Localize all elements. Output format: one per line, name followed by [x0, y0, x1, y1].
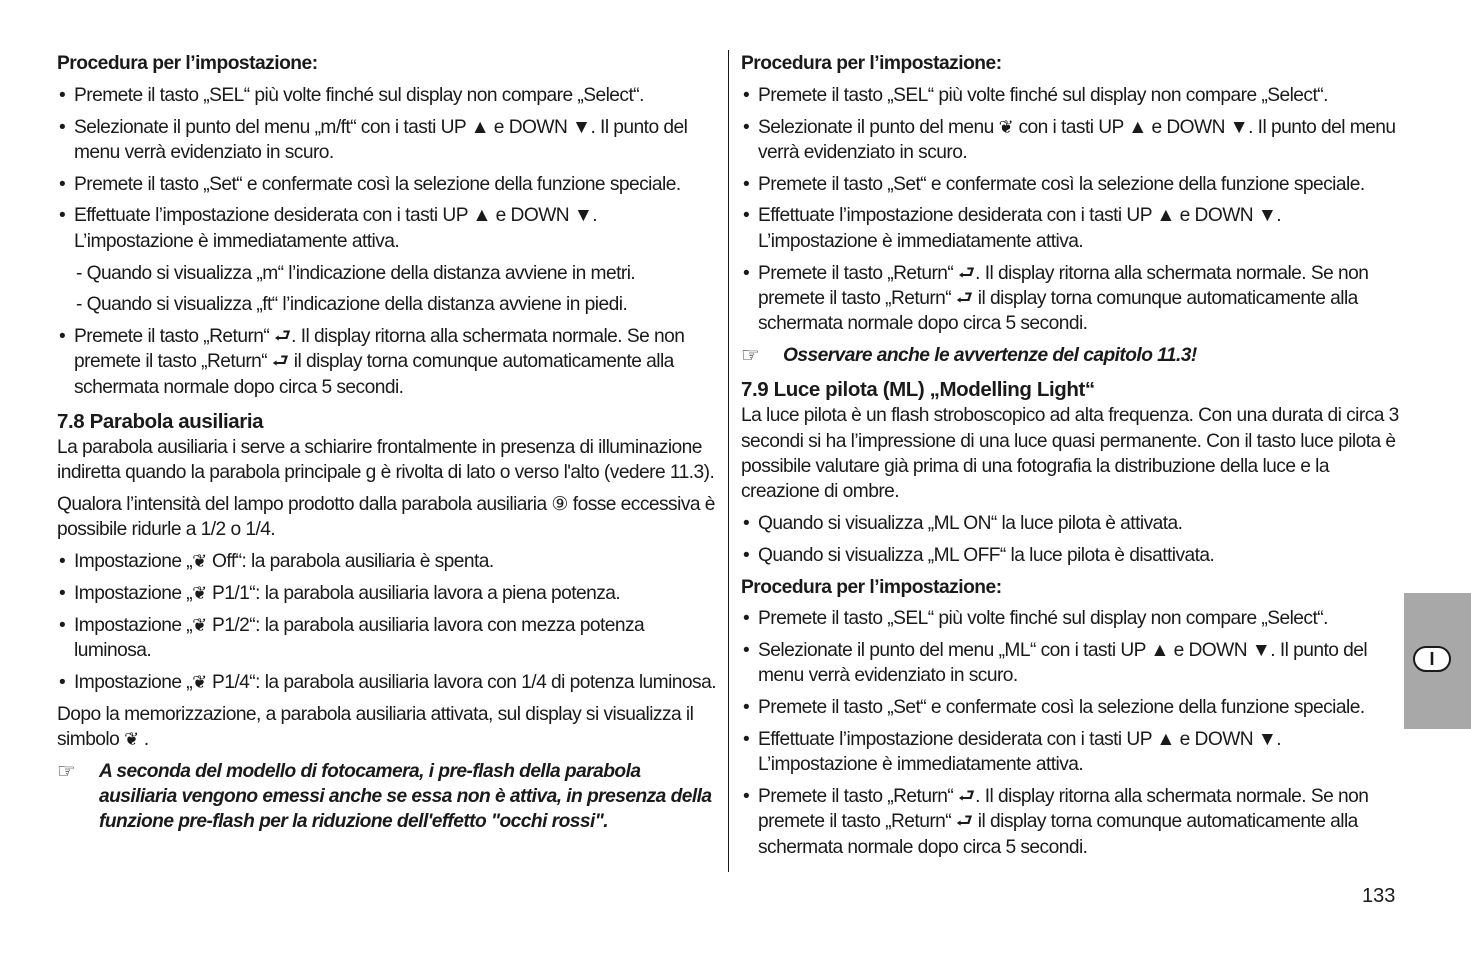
list-item: • Premete il tasto „Set“ e confermate così la selezione della funzione speciale. — [57, 172, 719, 197]
return-icon: ⮐ — [958, 262, 976, 284]
paragraph: La parabola ausiliaria i serve a schiarire frontalmente in presenza di illuminazione indiretta quando la parabola principale g è rivolta di lato o verso l'alto (vedere 11.3). — [57, 437, 715, 484]
section-title-7-8: 7.8 Parabola ausiliaria — [57, 410, 264, 434]
setting-text: Impostazione „ — [74, 583, 193, 605]
note — [57, 759, 719, 835]
list-item: • Quando si visualizza „ML OFF“ la luce pilota è disattivata. — [741, 543, 1403, 568]
list-item: • Premete il tasto „Set“ e confermate così la selezione della funzione speciale. — [741, 172, 1403, 197]
list-item-setting — [57, 670, 719, 695]
return-icon: ⮐ — [955, 811, 974, 833]
return-text-3: il display torna comunque automaticamente alla schermata normale dopo circa 5 secondi. — [74, 351, 674, 398]
flash-icon: ❦ — [192, 551, 208, 572]
list-item-setting — [57, 549, 719, 574]
left-column — [57, 51, 719, 841]
list-item: • Effettuate l’impostazione desiderata con i tasti UP ▲ e DOWN ▼. L’impostazione è immediatamente attiva. — [741, 727, 1403, 778]
procedure-heading: Procedura per l’impostazione: — [741, 576, 1002, 598]
return-icon: ⮐ — [271, 351, 290, 373]
list-item: • Quando si visualizza „ML ON“ la luce pilota è attivata. — [741, 511, 1403, 536]
note-text: A seconda del modello di fotocamera, i pre-flash della parabola ausiliaria vengono emessi anche se essa non è attiva, in presenza della funzione pre-flash per la riduzione dell'effetto "occhi rossi". — [99, 760, 712, 833]
return-text-3: il display torna comunque automaticamente alla schermata normale dopo circa 5 secondi. — [758, 287, 1358, 335]
page-number: 133 — [1362, 885, 1396, 907]
return-text-2: . Il display ritorna alla schermata normale. Se non premete il tasto „Return“ — [758, 262, 1369, 309]
procedure-heading: Procedura per l’impostazione: — [57, 53, 318, 74]
paragraph-text: Dopo la memorizzazione, a parabola ausiliaria attivata, sul display si visualizza il simbolo — [57, 703, 694, 751]
pointing-hand-icon: ☞ — [57, 759, 76, 783]
list-item-return — [741, 784, 1403, 860]
flash-icon: ❦ — [998, 116, 1014, 137]
setting-text: P1/4“: la parabola ausiliaria lavora con 1/4 di potenza luminosa. — [207, 671, 716, 693]
return-text-2: . Il display ritorna alla schermata normale. Se non premete il tasto „Return“ — [758, 786, 1369, 833]
return-text-2: . Il display ritorna alla schermata normale. Se non premete il tasto „Return“ — [74, 326, 685, 373]
column-divider — [728, 50, 729, 872]
setting-text: Impostazione „ — [74, 614, 193, 636]
note — [741, 343, 1403, 368]
list-item-return — [57, 324, 719, 400]
return-list — [57, 324, 719, 400]
paragraph: La luce pilota è un flash stroboscopico ad alta frequenza. Con una durata di circa 3 secondi si ha l’impressione di una luce quasi permanente. Con il tasto luce pilota è possibile valutare già prima di una fotografia la distribuzione della luce e la creazione di ombre. — [741, 405, 1399, 503]
list-item: • Selezionate il punto del menu „ML“ con i tasti UP ▲ e DOWN ▼. Il punto del menu verrà evidenziato in scuro. — [741, 638, 1403, 689]
return-text-1: Premete il tasto „Return“ — [758, 262, 954, 284]
setting-text: Impostazione „ — [74, 551, 193, 573]
list-item: • Premete il tasto „SEL“ più volte finché sul display non compare „Select“. — [741, 83, 1403, 108]
paragraph: Qualora l’intensità del lampo prodotto dalla parabola ausiliaria ⑨ fosse eccessiva è possibile ridurle a 1/2 o 1/4. — [57, 494, 715, 541]
settings-list — [57, 549, 719, 695]
pointing-hand-icon: ☞ — [741, 343, 760, 367]
procedure-list — [57, 83, 719, 254]
list-text: Selezionate il punto del menu — [758, 116, 994, 138]
procedure-heading: Procedura per l’impostazione: — [741, 53, 1002, 74]
list-item-setting — [57, 581, 719, 606]
list-item: • Effettuate l’impostazione desiderata con i tasti UP ▲ e DOWN ▼. L’impostazione è immediatamente attiva. — [741, 203, 1403, 254]
flash-icon: ❦ — [124, 729, 140, 750]
return-text-3: il display torna comunque automaticamente alla schermata normale dopo circa 5 secondi. — [758, 811, 1358, 858]
dash-item-meters: - Quando si visualizza „m“ l’indicazione della distanza avviene in metri. — [76, 262, 636, 284]
language-badge: I — [1413, 646, 1451, 672]
flash-icon: ❦ — [192, 671, 208, 692]
setting-text: P1/1“: la parabola ausiliaria lavora a piena potenza. — [207, 583, 621, 605]
return-icon: ⮐ — [274, 326, 292, 348]
return-icon: ⮐ — [955, 287, 974, 309]
procedure-list — [741, 606, 1403, 860]
paragraph-text: . — [139, 729, 149, 751]
paragraph — [57, 702, 719, 753]
setting-text: Impostazione „ — [74, 671, 193, 693]
section-title-7-9: 7.9 Luce pilota (ML) „Modelling Light“ — [741, 378, 1095, 402]
list-text: con i tasti UP ▲ e DOWN ▼. Il punto del menu verrà evidenziato in scuro. — [758, 116, 1396, 163]
list-item-return — [741, 261, 1403, 337]
return-text-1: Premete il tasto „Return“ — [74, 326, 270, 348]
setting-text: P1/2“: la parabola ausiliaria lavora con mezza potenza luminosa. — [74, 614, 645, 662]
list-item-setting — [57, 613, 719, 664]
list-item: • Premete il tasto „SEL“ più volte finché sul display non compare „Select“. — [741, 606, 1403, 631]
list-item: • Premete il tasto „SEL“ più volte finché sul display non compare „Select“. — [57, 83, 719, 108]
note-text: Osservare anche le avvertenze del capitolo 11.3! — [783, 344, 1197, 366]
setting-text: Off“: la parabola ausiliaria è spenta. — [207, 551, 494, 573]
list-item: • Premete il tasto „Set“ e confermate così la selezione della funzione speciale. — [741, 695, 1403, 720]
flash-icon: ❦ — [192, 614, 208, 635]
list-item — [741, 115, 1403, 166]
list-item: • Effettuate l’impostazione desiderata con i tasti UP ▲ e DOWN ▼. L’impostazione è immediatamente attiva. — [57, 203, 719, 254]
ml-list — [741, 511, 1403, 568]
procedure-list — [741, 83, 1403, 337]
flash-icon: ❦ — [192, 583, 208, 604]
return-icon: ⮐ — [958, 786, 976, 808]
list-item: • Selezionate il punto del menu „m/ft“ con i tasti UP ▲ e DOWN ▼. Il punto del menu verrà evidenziato in scuro. — [57, 115, 719, 166]
right-column — [741, 51, 1403, 867]
return-text-1: Premete il tasto „Return“ — [758, 786, 954, 808]
dash-item-feet: - Quando si visualizza „ft“ l’indicazione della distanza avviene in piedi. — [76, 294, 628, 316]
